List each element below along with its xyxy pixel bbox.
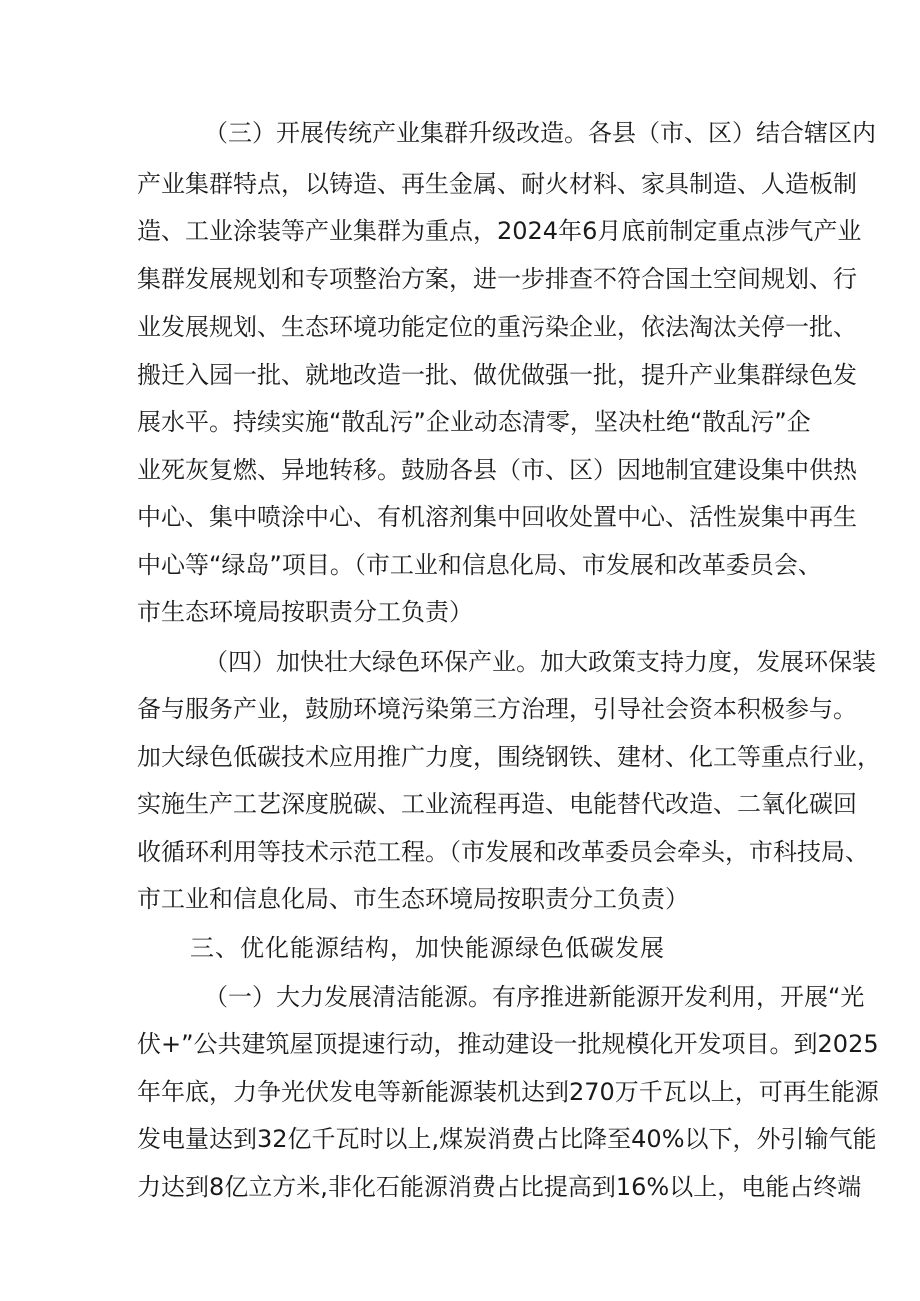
- text-line: 集群发展规划和专项整治方案，进一步排查不符合国土空间规划、行: [137, 265, 857, 293]
- text-line: 年年底，力争光伏发电等新能源装机达到270万千瓦以上，可再生能源: [137, 1078, 879, 1106]
- text-line: 力达到8亿立方米,非化石能源消费占比提高到16%以上，电能占终端: [137, 1173, 862, 1201]
- text-line: 展水平。持续实施“散乱污”企业动态清零，坚决杜绝“散乱污”企: [137, 408, 811, 436]
- text-line: 中心、集中喷涂中心、有机溶剂集中回收处置中心、活性炭集中再生: [137, 503, 857, 531]
- text-line: 伏+”公共建筑屋顶提速行动，推动建设一批规模化开发项目。到2025: [137, 1030, 879, 1058]
- text-line: 造、工业涂装等产业集群为重点，2024年6月底前制定重点涉气产业: [137, 217, 862, 245]
- text-line: 产业集群特点，以铸造、再生金属、耐火材料、家具制造、人造板制: [137, 170, 857, 198]
- text-line: 市生态环境局按职责分工负责）: [137, 598, 473, 626]
- text-line: 业死灰复燃、异地转移。鼓励各县（市、区）因地制宜建设集中供热: [137, 456, 857, 484]
- text-line: 市工业和信息化局、市生态环境局按职责分工负责）: [137, 885, 689, 913]
- text-line: 搬迁入园一批、就地改造一批、做优做强一批，提升产业集群绿色发: [137, 361, 857, 389]
- text-line: 发电量达到32亿千瓦时以上,煤炭消费占比降至40%以下，外引输气能: [137, 1125, 877, 1153]
- text-line: 业发展规划、生态环境功能定位的重污染企业，依法淘汰关停一批、: [137, 313, 857, 341]
- text-line: （三）开展传统产业集群升级改造。各县（市、区）结合辖区内: [204, 119, 876, 147]
- text-line: 实施生产工艺深度脱碳、工业流程再造、电能替代改造、二氧化碳回: [137, 790, 857, 818]
- section-title: 三、优化能源结构，加快能源绿色低碳发展: [190, 934, 665, 962]
- text-line: 中心等“绿岛”项目。（市工业和信息化局、市发展和改革委员会、: [137, 551, 822, 579]
- text-line: 备与服务产业，鼓励环境污染第三方治理，引导社会资本积极参与。: [137, 695, 857, 723]
- text-line: （一）大力发展清洁能源。有序推进新能源开发利用，开展“光: [204, 983, 865, 1011]
- text-line: 加大绿色低碳技术应用推广力度，围绕钢铁、建材、化工等重点行业，: [137, 743, 881, 771]
- text-line: （四）加快壮大绿色环保产业。加大政策支持力度，发展环保装: [204, 648, 876, 676]
- text-line: 收循环利用等技术示范工程。（市发展和改革委员会牵头，市科技局、: [137, 838, 869, 866]
